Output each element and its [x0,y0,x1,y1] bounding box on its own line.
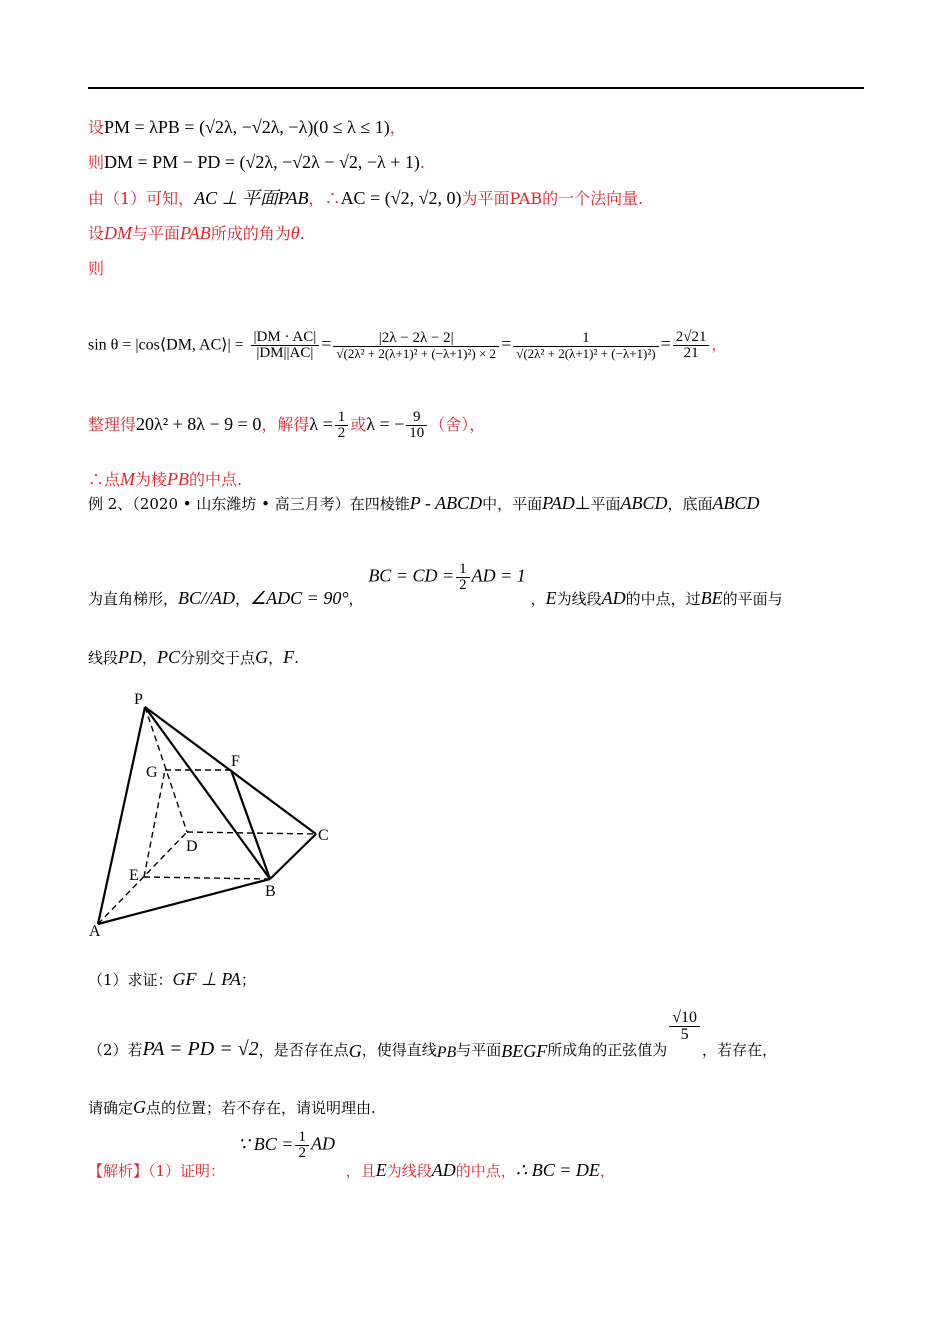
solution-line-3: 由（1）可知，AC ⊥ 平面PAB，∴AC = (√2, √2, 0)为平面PAB的一个法向量. [88,188,644,208]
edge-AD [98,832,187,924]
solution-line-4: 设DM与平面PAB所成的角为θ. [88,223,305,243]
fraction-3: $\frac{1}{\text{√(2λ² + 2(λ+1)² + (−λ+1)²)}}$ [513,331,658,360]
fraction-4: $\frac{2√21}{21}$ [673,330,710,361]
solution-line-7: 整理得20λ² + 8λ − 9 = 0，解得λ = $\frac{1}{2}$ 或λ = − $\frac{9}{10}$ （舍）， [88,409,486,441]
edge-PB [145,707,270,879]
pyramid-figure [88,690,338,940]
label-E: E [129,867,139,884]
question-2: （2）若PA = PD = √2，是否存在点G，使得直线PB与平面BEGF所成角的正弦值为 $\frac{√10}{5}$ ，若存在， [88,1009,778,1061]
dm-expression: DM = PM − PD = (√2λ, −√2λ − √2, −λ + 1) [104,152,420,172]
analysis-line: 【解析】（1）证明： ∵ BC = $\frac{1}{2}$ AD ，且E为线段AD的中点，∴ BC = DE， [88,1129,615,1180]
solution-line-1: 设PM = λPB = (√2λ, −√2λ, −λ)(0 ≤ λ ≤ 1)， [88,117,406,137]
label-G: G [146,764,158,781]
label-B: B [265,883,276,900]
solution-line-2: 则DM = PM − PD = (√2λ, −√2λ − √2, −λ + 1). [88,152,426,172]
edge-AB [98,879,270,924]
edge-EG [144,770,165,877]
edge-DC [187,832,316,834]
label-A: A [89,923,101,940]
question-1: （1）求证：GF ⊥ PA； [88,969,256,989]
analysis-tag: 【解析】 [88,1161,149,1180]
label-D: D [186,838,198,855]
top-rule [88,87,864,89]
label-C: C [318,827,329,844]
example2-line-1: 例 2、（2020 • 山东潍坊 • 高三月考）在四棱锥P - ABCD中，平面PAD⊥平面ABCD，底面ABCD [88,493,760,513]
pm-expression: PM = λPB = (√2λ, −√2λ, −λ)(0 ≤ λ ≤ 1) [104,117,390,137]
fraction-1: $\frac{|DM \cdot AC|}{|DM||AC|}$ [251,330,320,361]
question-2-continued: 请确定G点的位置；若不存在，请说明理由. [88,1097,376,1117]
label-F: F [231,753,240,770]
edge-BC [270,834,316,879]
edge-EB [144,877,270,879]
solution-line-8: ∴点M为棱PB的中点. [88,469,243,489]
edge-PA [98,707,145,924]
fraction-2: $\frac{|2\lambda - 2\lambda - 2|}{\text{√(2λ² + 2(λ+1)² + (−λ+1)²) × 2}}$ [333,331,499,360]
example2-line-3: 线段PD，PC分别交于点G，F. [88,647,299,667]
label-P: P [134,691,143,708]
solution-line-5: 则 [88,259,105,278]
example2-line-2: 为直角梯形，BC//AD，∠ADC = 90°， BC = CD = $\frac{1}{2}$ AD = 1 ，E为线段AD的中点，过BE的平面与 [88,561,783,608]
sin-equation: sin θ = |cos⟨DM, AC⟩| = $\frac{|DM \cdot AC|}{|DM||AC|}$ = $\frac{|2\lambda - 2\lambda - 2|}{\text{√(2λ² + 2(λ+1)² + (−λ+1)²) × 2}}$ = $\frac{1}{\text{√(2λ² + 2(λ+1)² + (−λ+1)²)}}$ = $\frac{2√21}{21}$ ， [88,329,727,361]
